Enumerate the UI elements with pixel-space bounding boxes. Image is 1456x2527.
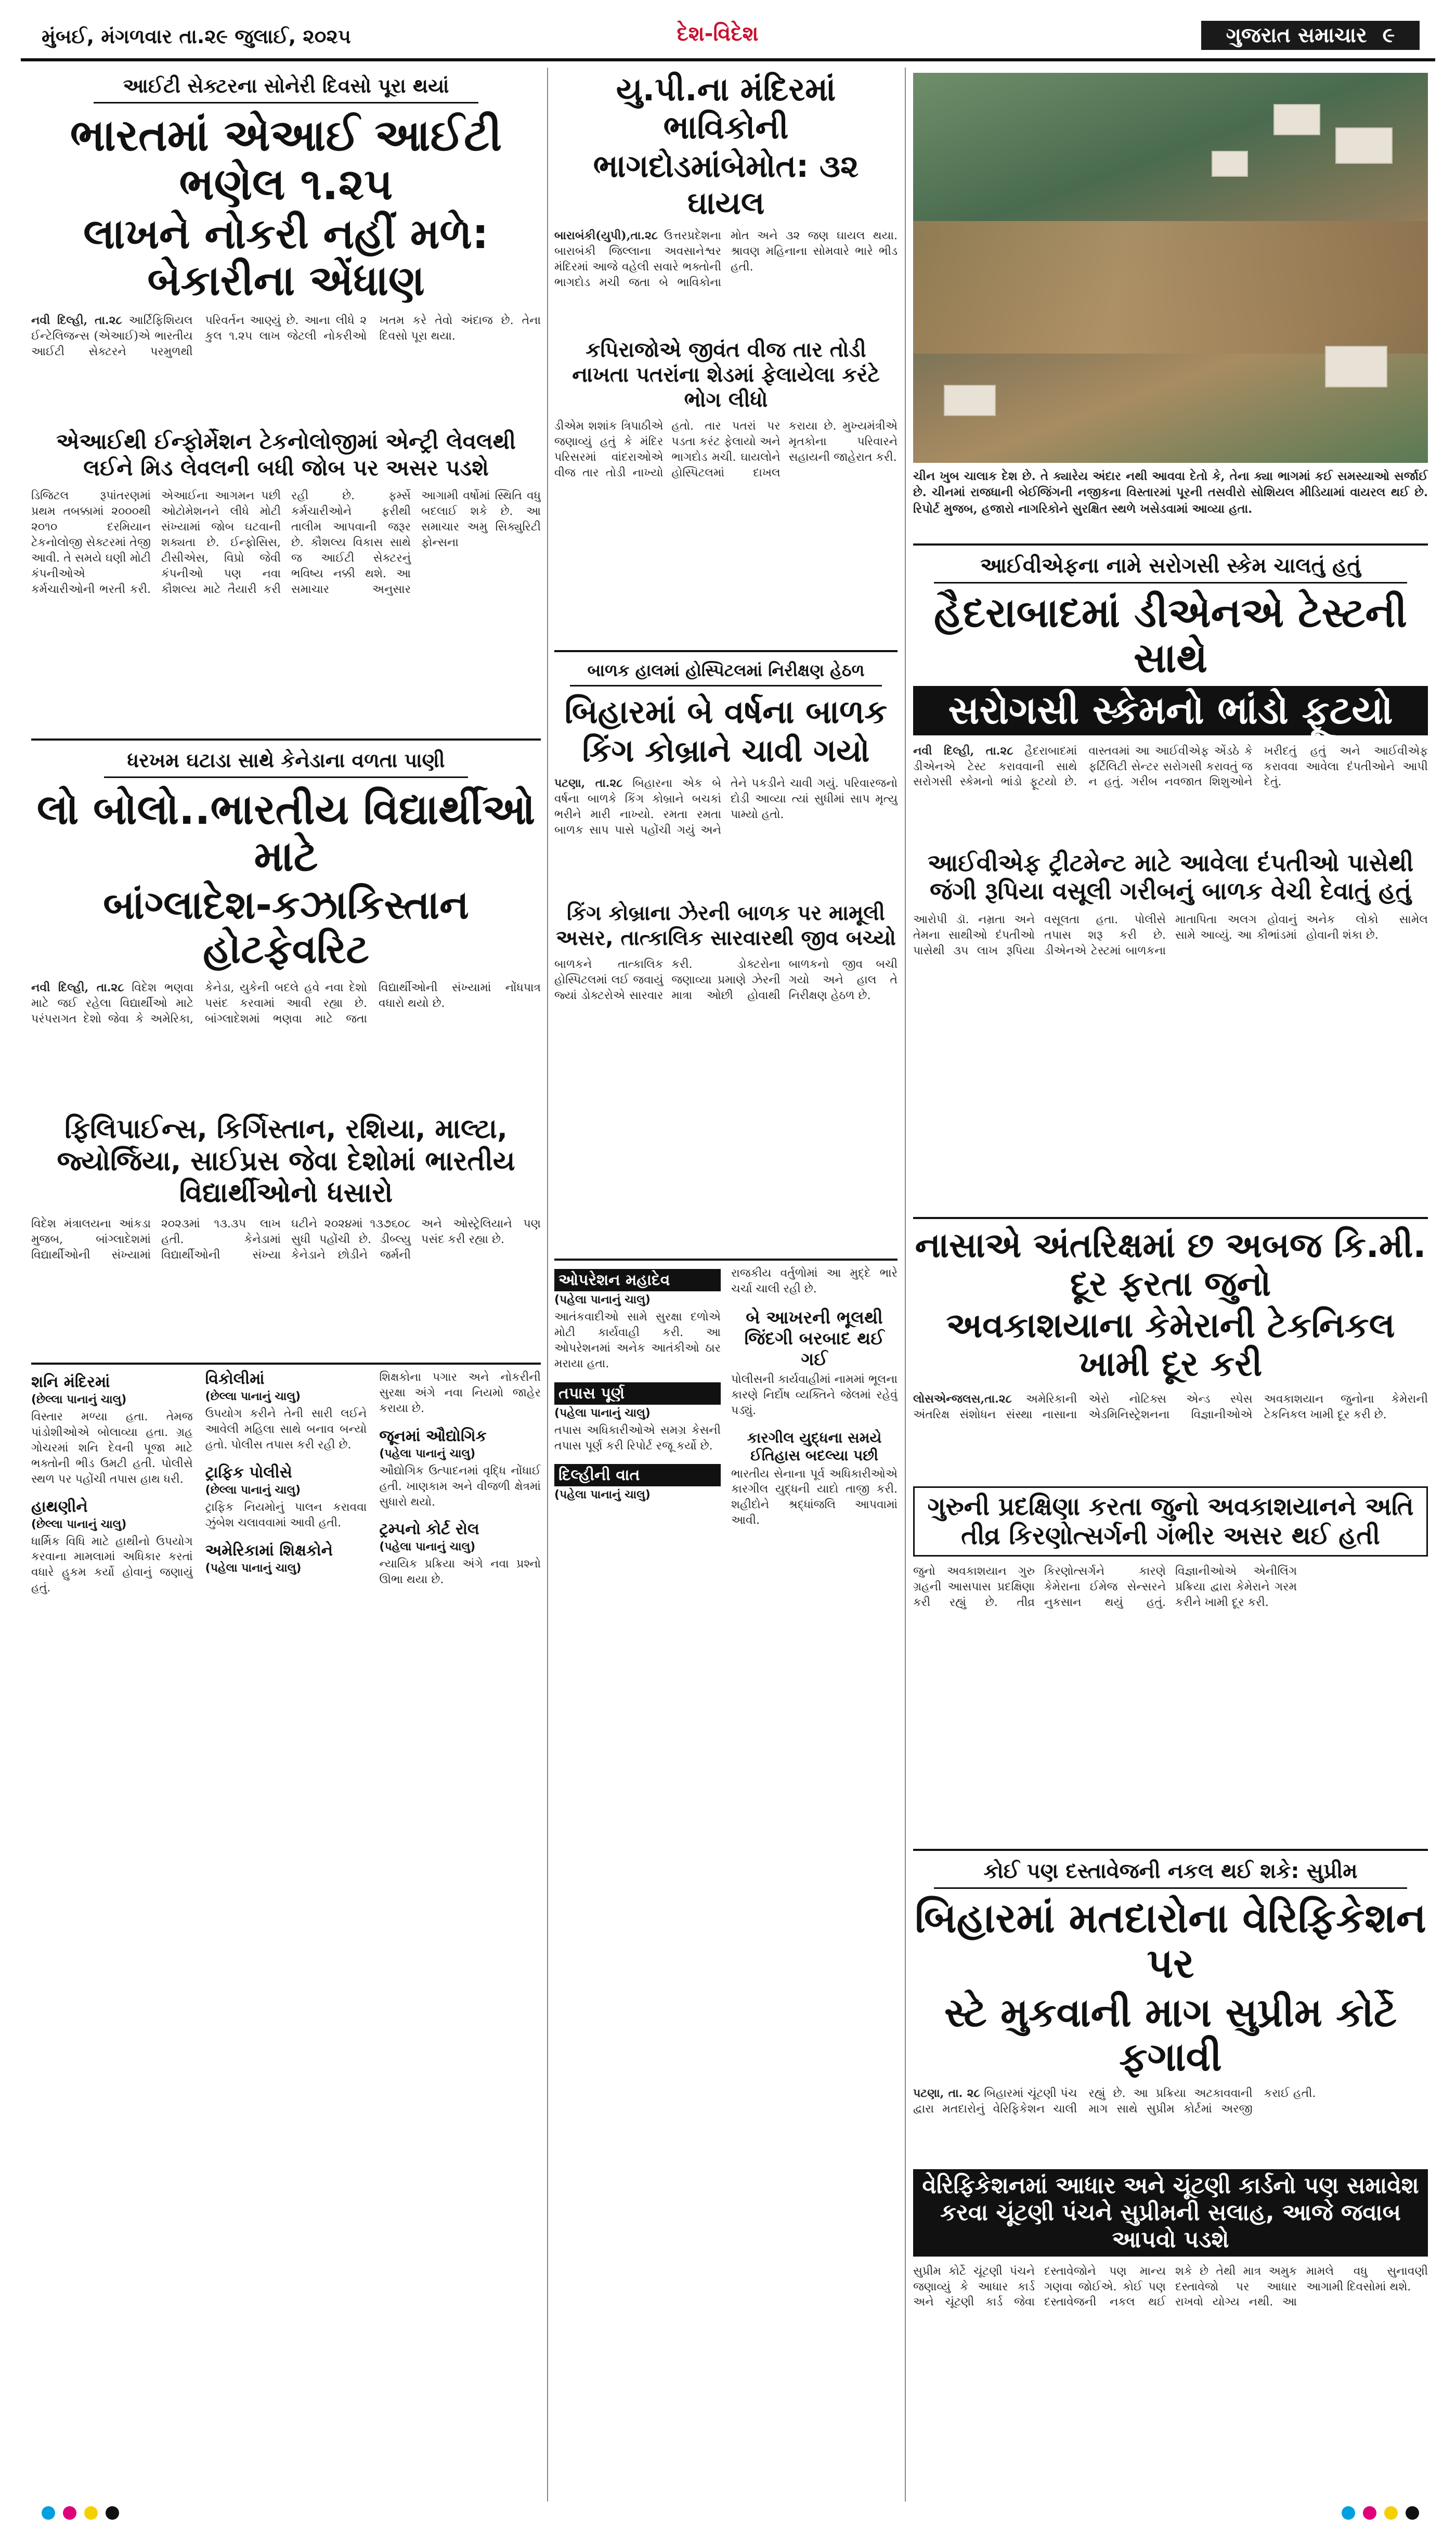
story-bihar	[913, 1849, 1428, 2507]
magenta-mark	[1363, 2506, 1376, 2520]
story-nasa	[913, 1217, 1428, 1841]
story-headline: અવકાશયાના કેમેરાની ટેકનિકલ ખામી દૂર કરી	[946, 1305, 1395, 1384]
story-headline: નાસાએ અંતરિક્ષમાં છ અબજ કિ.મી. દૂર ફરતા જુનો	[915, 1225, 1426, 1304]
brief	[379, 1520, 541, 1588]
brief-sub: (પહેલા પાનાનું ચાલુ)	[554, 1293, 651, 1306]
brief	[205, 1463, 367, 1531]
story-subhead: આઈવીએફ ટ્રીટમેન્ટ માટે આવેલા દંપતીઓ પાસેથી જંગી રૂપિયા વસૂલી ગરીબનું બાળક વેચી દેવાતું હતું	[927, 848, 1414, 905]
brief-text: પોલીસની કાર્યવાહીમાં નામમાં ભૂલના કારણે નિર્દોષ વ્યક્તિને જેલમાં રહેવું પડ્યું.	[731, 1372, 898, 1417]
briefs-middle	[554, 1259, 898, 2507]
dateline: બારાબંકી(યુપી),તા.૨૮	[554, 228, 658, 242]
dateline: પટણા, તા.૨૮	[554, 776, 623, 790]
body-text: બાળકને તાત્કાલિક હોસ્પિટલમાં લઈ જવાયું જ્યાં ડોક્ટરોએ સારવાર કરી. ડોક્ટરોના જણાવ્યા પ્રમાણે ઝેરની માત્રા ઓછી હોવાથી બાળકનો જીવ બચી ગયો અને હાલ તે નિરીક્ષણ હેઠળ છે.	[554, 957, 898, 1002]
body-text: ડીએમ શશાંક ત્રિપાઠીએ જણાવ્યું હતું કે મંદિર પરિસરમાં વાંદરાઓએ વીજ તાર તોડી નાખ્યો હતો. તાર પતરાં પર પડતા કરંટ ફેલાયો અને ભાગદોડ મચી. ઘાયલોને હોસ્પિટલમાં દાખલ કરાયા છે. મુખ્યમંત્રીએ મૃતકોના પરિવારને સહાયની જાહેરાત કરી.	[554, 419, 898, 480]
brief	[31, 1498, 193, 1597]
column-divider	[905, 68, 906, 2502]
brief-title: દિલ્હીની વાત	[554, 1464, 721, 1486]
story-body	[31, 980, 541, 1105]
story-kicker: આઈટી સેક્ટરના સોનેરી દિવસો પૂરા થયાં	[94, 70, 478, 103]
header-rule	[21, 58, 1435, 61]
brief	[731, 1429, 898, 1529]
brief-text: આતંકવાદીઓ સામે સુરક્ષા દળોએ મોટી કાર્યવાહી કરી. આ ઓપરેશનમાં અનેક આતંકીઓ ઠાર મરાયા હતા.	[554, 1311, 721, 1370]
brief-text: ઉપયોગ કરીને તેની સારી લઈને આવેલી મહિલા સાથે બનાવ બન્યો હતો. પોલીસ તપાસ કરી રહી છે.	[205, 1407, 367, 1452]
brief-text: ઔદ્યોગિક ઉત્પાદનમાં વૃદ્ધિ નોંધાઈ હતી. ખાણકામ અને વીજળી ક્ષેત્રમાં સુધારો થયો.	[379, 1464, 541, 1509]
story-headline: ભારતમાં એઆઈ આઈટી ભણેલ ૧.૨૫	[70, 110, 502, 210]
brief-sub: (છેલ્લા પાનાનું ચાલુ)	[31, 1518, 127, 1531]
brief	[731, 1307, 898, 1419]
body-text: આર્ટિફિશિયલ ઈન્ટેલિજન્સ (એઆઈ)એ ભારતીય આઈટી સેક્ટરને પરમુળથી પરિવર્તન આણ્યું છે. આના લીધે ૨ કુલ ૧.૨૫ લાખ જેટલી નોકરીઓ ખતમ કરે તેવો અંદાજ છે. તેના દિવસો પૂરા થયા.	[31, 314, 541, 359]
body-text: હૈદરાબાદમાં ડીએનએ ટેસ્ટ કરાવવાની સાથે સરોગસી સ્કેમનો ભાંડો ફૂટયો છે. વાસ્તવમાં આ આઈવીએફ એંડઠે કે ફર્ટિલિટી સેન્ટર સરોગસી કરાવતું જ ન હતું. ગરીબ નવજાત શિશુઓને ખરીદતું હતું અને આઈવીએફ કરાવવા આવેલા દંપતીઓને આપી દેતું.	[913, 744, 1428, 789]
story-subhead: વેરિફિકેશનમાં આધાર અને ચૂંટણી કાર્ડનો પણ સમાવેશ કરવા ચૂંટણી પંચને સુપ્રીમની સલાહ, આજે જવાબ આપવો પડશે	[913, 2169, 1428, 2257]
magenta-mark	[63, 2506, 76, 2520]
story-temple	[554, 70, 898, 642]
brief-sub: (પહેલા પાનાનું ચાલુ)	[205, 1561, 302, 1575]
story-body	[913, 2264, 1428, 2507]
story-body	[554, 957, 898, 1175]
body-text: ઉત્તરપ્રદેશના બારાબંકી જિલ્લાના અવસાનેશ્વર મંદિરમાં આજે વહેલી સવારે ભક્તોની ભાગદોડ મચી જતા બે ભાવિકોના મોત અને ૩૨ જણ ઘાયલ થયા. શ્રાવણ મહિનાના સોમવારે ભારે ભીડ હતી.	[554, 229, 898, 289]
story-subhead: કપિરાજોએ જીવંત વીજ તાર તોડી નાખતા પતરાંના શેડમાં ફેલાયેલા કરંટે ભોગ લીધો	[572, 338, 880, 412]
cyan-mark	[42, 2506, 55, 2520]
story-body	[31, 488, 541, 731]
briefs-left	[31, 1363, 541, 2507]
story-kicker: કોઈ પણ દસ્તાવેજની નકલ થઈ શકે: સુપ્રીમ	[934, 1855, 1407, 1889]
story-headline: સરોગસી સ્કેમનો ભાંડો ફૂટયો	[913, 686, 1428, 735]
story-body	[913, 2086, 1428, 2164]
body-text: બિહારના એક બે વર્ષના બાળકે કિંગ કોબ્રાને બચકાં ભરીને મારી નાખ્યો. રમતા રમતા બાળક સાપ પાસે પહોંચી ગયું અને તેને પકડીને ચાવી ગયું. પરિવારજનો દોડી આવ્યા ત્યાં સુધીમાં સાપ મૃત્યુ પામ્યો હતો.	[554, 776, 898, 837]
story-headline: હૈદરાબાદમાં ડીએનએ ટેસ્ટની સાથે	[934, 590, 1407, 682]
body-text: વિદેશ મંત્રાલયના આંકડા મુજબ, બાંગ્લાદેશમાં વિદ્યાર્થીઓની સંખ્યામાં ૨૦૨૩માં ૧૩.૩૫ લાખ હતી. કેનેડામાં વિદ્યાર્થીઓની સંખ્યા ઘટીને ૨૦૨૪માં ૧૩૭૬૦૮ સુધી પહોંચી છે. ડીબ્લ્યુ કેનેડાને છોડીને જર્મની અને ઓસ્ટ્રેલિયાને પણ પસંદ કરી રહ્યા છે.	[31, 1217, 541, 1262]
story-canada	[31, 738, 541, 1352]
dateline: નવી દિલ્હી, તા.૨૮	[913, 744, 1013, 758]
brief	[554, 1382, 721, 1454]
body-text: વિદેશ ભણવા માટે જઈ રહેલા વિદ્યાર્થીઓ માટે પરંપરાગત દેશો જેવા કે અમેરિકા, કેનેડા, યુકેની બદલે હવે નવા દેશો પસંદ કરવામાં આવી રહ્યા છે. બાંગ્લાદેશમાં ભણવા માટે જતા વિદ્યાર્થીઓની સંખ્યામાં નોંધપાત્ર વધારો થયો છે.	[31, 981, 541, 1026]
cyan-mark	[1342, 2506, 1355, 2520]
story-cobra	[554, 650, 898, 1248]
brief-sub: (પહેલા પાનાનું ચાલુ)	[379, 1540, 476, 1554]
story-body	[31, 313, 541, 422]
brief	[554, 1269, 721, 1372]
house-shape	[1273, 104, 1320, 135]
house-shape	[1212, 151, 1248, 177]
brief-title: હાથણીને	[31, 1497, 88, 1516]
brief-title: વિકોલીમાં	[205, 1370, 265, 1388]
story-headline: બાંગ્લાદેશ-કઝાકિસ્તાન હોટફેવરિટ	[103, 882, 469, 973]
brief-text: તપાસ અધિકારીઓએ સમગ્ર કેસની તપાસ પૂર્ણ કરી રિપોર્ટ રજૂ કર્યો છે.	[554, 1423, 721, 1453]
story-headline: યુ.પી.ના મંદિરમાં ભાવિકોની	[616, 70, 836, 147]
brief-title: જૂનમાં ઔદ્યોગિક	[379, 1427, 487, 1445]
brief-title: બે આખરની ભૂલથી જિંદગી બરબાદ થઈ ગઈ	[744, 1307, 885, 1370]
story-headline: લાખને નોકરી નહીં મળે: બેકારીના એંધાણ	[83, 210, 489, 305]
brief-text: ધાર્મિક વિધિ માટે હાથીનો ઉપયોગ કરવાના મામલામાં અધિકાર કરતાં વધારે હુકમ કર્યો હોવાનું જણાયું હતું.	[31, 1535, 193, 1595]
black-mark	[1406, 2506, 1419, 2520]
brief-sub: (પહેલા પાનાનું ચાલુ)	[554, 1488, 651, 1502]
story-body	[913, 1564, 1428, 1834]
yellow-mark	[1384, 2506, 1398, 2520]
story-subhead: ફિલિપાઈન્સ, કિર્ગિસ્તાન, રશિયા, માલ્ટા, જ્યોર્જિયા, સાઈપ્રસ જેવા દેશોમાં ભારતીય વિદ્યાર્થીઓનો ધસારો	[57, 1113, 515, 1209]
photo-caption: ચીન ખુબ ચાલાક દેશ છે. તે ક્યારેય અંદાર નથી આવવા દેતો કે, તેના ક્યા ભાગમાં કઈ સમસ્યાઓ સર્જાઈ છે. ચીનમાં રાજધાની બેઈજિંગની નજીકના વિસ્તારમાં પૂરની તસવીરો સોશિયલ મીડિયામાં વાયરલ થઈ છે. રિપોર્ટ મુજબ, હજારો નાગરિકોને સુરક્ષિત સ્થળે ખસેડવામાં આવ્યા હતા.	[913, 469, 1428, 516]
masthead	[1201, 21, 1420, 50]
brief-text: વિસ્તાર મળ્યા હતા. તેમજ પાંડોશીઓએ બોલાવ્યા હતા. ગ્રહ ગોચરમાં શનિ દેવની પૂજા માટે ભક્તોની ભીડ ઉમટી હતી. પોલીસે સ્થળ પર પહોંચી તપાસ હાથ ધરી.	[31, 1410, 193, 1486]
body-text: આ સમાચાર અમુ સિક્યુરિટી ફોન્સના	[421, 505, 541, 549]
brief-title: શનિ મંદિરમાં	[31, 1373, 110, 1391]
house-shape	[1325, 346, 1387, 387]
story-kicker: બાળક હાલમાં હોસ્પિટલમાં નિરીક્ષણ હેઠળ	[570, 656, 882, 686]
section-title: દેશ-વિદેશ	[677, 22, 759, 46]
brief	[31, 1373, 193, 1487]
brief-sub: (પહેલા પાનાનું ચાલુ)	[379, 1447, 476, 1460]
story-headline: ભાગદોડમાંબેમોત: ૩૨ ઘાયલ	[593, 148, 859, 222]
story-headline: બિહારમાં મતદારોના વેરિફિકેશન પર	[915, 1895, 1426, 1988]
story-ivf	[913, 543, 1428, 1209]
story-ai	[31, 70, 541, 731]
issue-date: મુંબઈ, મંગળવાર તા.૨૯ જુલાઈ, ૨૦૨૫	[42, 25, 351, 48]
story-subhead: ગુરુની પ્રદક્ષિણા કરતા જુનો અવકાશયાનને અતિ તીવ્ર કિરણોત્સર્ગની ગંભીર અસર થઈ હતી	[913, 1486, 1428, 1557]
story-subhead: એઆઈથી ઈન્ફોર્મેશન ટેકનોલોજીમાં એન્ટ્રી લેવલથી લઈને મિડ લેવલની બધી જોબ પર અસર પડશે	[56, 429, 516, 481]
story-body	[913, 1392, 1428, 1480]
house-shape	[1335, 127, 1393, 164]
story-headline: બિહારમાં બે વર્ષના બાળક	[564, 693, 888, 731]
story-body	[913, 912, 1428, 1172]
body-text: જુનો અવકાશયાન ગુરુ ગ્રહની આસપાસ પ્રદક્ષિણા કરી રહ્યું છે. તીવ્ર કિરણોત્સર્ગને કારણે કેમેરાના ઈમેજ સેન્સરને નુકસાન થયું હતું. વિજ્ઞાનીઓએ એનીલિંગ પ્રક્રિયા દ્વારા કેમેરાને ગરમ કરીને ખામી દૂર કરી.	[913, 1564, 1297, 1609]
story-kicker: આઈવીએફના નામે સરોગસી સ્કેમ ચાલતું હતું	[934, 550, 1407, 584]
body-text: ફર્મ્સે કર્મચારીઓને ફરીથી તાલીમ આપવાની જરૂર છે. કૌશલ્ય વિકાસ સાથે જ આઈટી સેક્ટરનું ભવિષ્ય નક્કી થશે. આ સમાચાર અનુસાર આગામી વર્ષોમાં સ્થિતિ વધુ બદલાઈ શકે છે.	[291, 489, 541, 596]
brief-text: ટ્રાફિક નિયમોનું પાલન કરાવવા ઝુંબેશ ચલાવવામાં આવી હતી.	[205, 1500, 367, 1530]
brief	[205, 1370, 367, 1453]
body-text: બિહારમાં ચૂંટણી પંચ દ્વારા મતદારોનું વેરિફિકેશન ચાલી રહ્યું છે. આ પ્રક્રિયા અટકાવવાની માગ સાથે સુપ્રીમ કોર્ટમાં અરજી કરાઈ હતી.	[913, 2087, 1316, 2116]
body-text: સુપ્રીમ કોર્ટે ચૂંટણી પંચને જણાવ્યું કે આધાર કાર્ડ અને ચૂંટણી કાર્ડ જેવા દસ્તાવેજોને પણ માન્ય ગણવા જોઈએ. કોઈ પણ દસ્તાવેજની નકલ થઈ શકે છે તેથી માત્ર અમુક દસ્તાવેજો પર આધાર રાખવો યોગ્ય નથી. આ મામલે વધુ સુનાવણી આગામી દિવસોમાં થશે.	[913, 2264, 1428, 2309]
registration-marks	[1342, 2506, 1424, 2517]
brief-sub: (પહેલા પાનાનું ચાલુ)	[554, 1406, 651, 1420]
story-headline: કિંગ કોબ્રાને ચાવી ગયો	[582, 733, 870, 770]
story-headline: સ્ટે મુકવાની માગ સુપ્રીમ કોર્ટે ફગાવી	[944, 1989, 1397, 2080]
column-divider	[547, 68, 548, 2502]
body-text: આરોપી ડૉ. નમ્રતા અને તેમના સાથીઓ દંપતીઓ પાસેથી ૩૫ લાખ રૂપિયા વસૂલતા હતા. પોલીસે તપાસ શરૂ કરી છે. ડીએનએ ટેસ્ટમાં બાળકના માતાપિતા અલગ હોવાનું સામે આવ્યું. આ કૌભાંડમાં અનેક લોકો સામેલ હોવાની શંકા છે.	[913, 913, 1428, 957]
brief-text: ન્યાયિક પ્રક્રિયા અંગે નવા પ્રશ્નો ઊભા થયા છે.	[379, 1558, 541, 1587]
body-text: અમેરિકાની અંતરિક્ષ સંશોધન સંસ્થા નાસાના એરો નોટિક્સ એન્ડ સ્પેસ એડમિનિસ્ટ્રેશનના વિજ્ઞાનીઓએ અવકાશયાન જુનોના કેમેરાની ટેકનિકલ ખામી દૂર કરી છે.	[913, 1392, 1428, 1421]
brief	[379, 1427, 541, 1510]
brief-text: ભારતીય સેનાના પૂર્વ અધિકારીઓએ કારગીલ યુદ્ધની યાદો તાજી કરી. શહીદોને શ્રદ્ધાંજલિ આપવામાં આવી.	[731, 1467, 898, 1527]
story-body	[913, 744, 1428, 843]
house-shape	[944, 385, 996, 416]
story-body	[554, 776, 898, 896]
flood-water	[913, 221, 1428, 354]
story-headline: લો બોલો..ભારતીય વિદ્યાર્થીઓ માટે	[36, 785, 536, 880]
story-body	[554, 419, 898, 642]
brief-title: ઓપરેશન મહાદેવ	[554, 1269, 721, 1291]
body-text: ડિજિટલ રૂપાંતરણમાં પ્રથમ તબક્કામાં ૨૦૦૦થી ૨૦૧૦ દરમિયાન ટેકનોલોજી સેક્ટરમાં તેજી આવી. તે સમયે ઘણી મોટી કંપનીઓએ કર્મચારીઓની ભરતી કરી. એઆઈના આગમન પછી ઓટોમેશનને લીધે મોટી સંખ્યામાં જોબ ઘટવાની શક્યતા છે. ઈન્ફોસિસ, ટીસીએસ, વિપ્રો જેવી કંપનીઓ પણ નવા કૌશલ્ય માટે તૈયારી કરી રહી છે.	[31, 489, 355, 596]
brief-text: રાજકીય વર્તુળોમાં આ મુદ્દે ભારે ચર્ચા ચાલી રહી છે.	[731, 1267, 898, 1295]
story-body	[554, 228, 898, 332]
brief-title: તપાસ પૂર્ણ	[554, 1382, 721, 1405]
black-mark	[106, 2506, 119, 2520]
story-kicker: ધરખમ ઘટાડા સાથે કેનેડાના વળતા પાણી	[104, 745, 468, 778]
dateline: નવી દિલ્હી, તા.૨૮	[31, 314, 122, 328]
story-body	[31, 1216, 541, 1352]
brief-title: ટ્રાફિક પોલીસે	[205, 1463, 292, 1482]
yellow-mark	[84, 2506, 98, 2520]
story-subhead: કિંગ કોબ્રાના ઝેરની બાળક પર મામૂલી અસર, તાત્કાલિક સારવારથી જીવ બચ્યો	[556, 901, 896, 950]
flood-photo	[913, 73, 1428, 463]
brief-sub: (છેલ્લા પાનાનું ચાલુ)	[205, 1483, 301, 1497]
page-number: ૯	[1382, 23, 1395, 47]
brief-sub: (છેલ્લા પાનાનું ચાલુ)	[31, 1393, 127, 1406]
dateline: નવી દિલ્હી, તા.૨૮	[31, 981, 124, 995]
dateline: પટણા, તા. ૨૮	[913, 2086, 980, 2100]
brief-title: કારગીલ યુદ્ધના સમયે ઈતિહાસ બદલ્યા પછી	[747, 1429, 882, 1464]
brief-title: ટ્રમ્પનો કોર્ટ રોલ	[379, 1520, 479, 1539]
masthead-title: ગુજરાત સમાચાર	[1226, 23, 1367, 47]
brief-title: અમેરિકામાં શિક્ષકોને	[205, 1541, 333, 1560]
brief-text: શિક્ષકોના પગાર અને નોકરીની સુરક્ષા અંગે નવા નિયમો જાહેર કરાયા છે.	[379, 1371, 541, 1415]
registration-marks	[42, 2506, 124, 2517]
brief-sub: (છેલ્લા પાનાનું ચાલુ)	[205, 1390, 301, 1403]
dateline: લોસએન્જલસ,તા.૨૮	[913, 1392, 1012, 1406]
